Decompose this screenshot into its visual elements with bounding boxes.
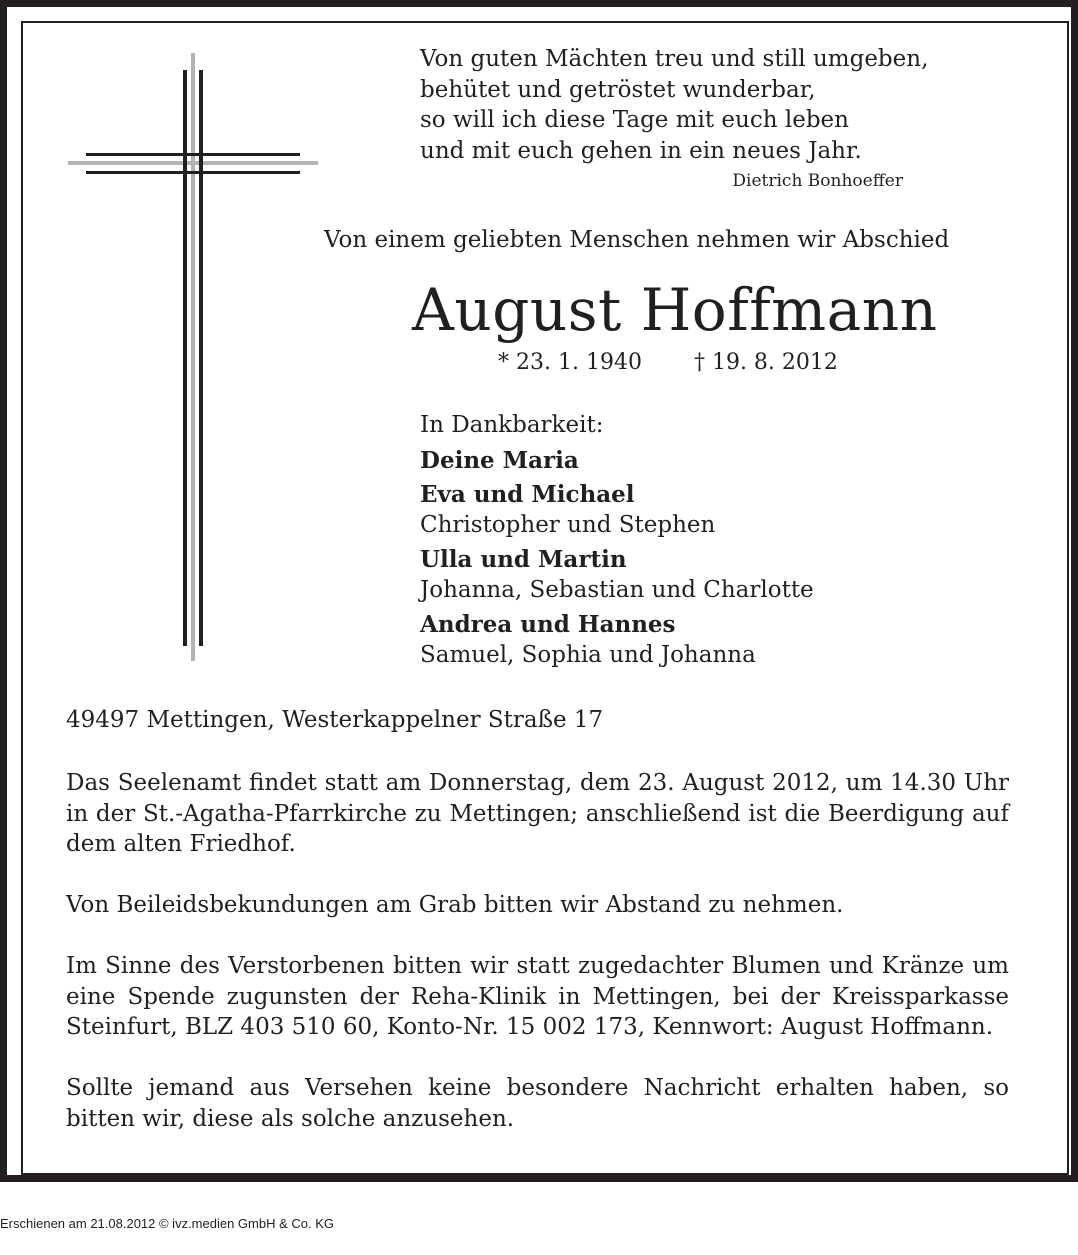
mourner-group-head: Ulla und Martin	[420, 546, 627, 573]
mourner-group-sub: Samuel, Sophia und Johanna	[420, 642, 756, 668]
mourner-group-head: Eva und Michael	[420, 481, 635, 508]
intro-text: Von einem geliebten Menschen nehmen wir Abschied	[324, 227, 950, 253]
funeral-info-paragraph: Das Seelenamt findet statt am Donnerstag, dem 23. August 2012, um 14.30 Uhr in der St.-Agatha-Pfarrkirche zu Mettingen; anschließend ist die Beerdigung auf dem alten Friedhof.	[66, 770, 1009, 857]
death-date: † 19. 8. 2012	[693, 350, 838, 375]
quote-line: behütet und getröstet wunderbar,	[420, 76, 816, 103]
mourner-group-head: Deine Maria	[420, 447, 579, 474]
quote-line: so will ich diese Tage mit euch leben	[420, 107, 849, 133]
life-dates	[498, 350, 838, 375]
mourner-group	[420, 544, 814, 606]
publication-footer: Erschienen am 21.08.2012 © ivz.medien GmbH & Co. KG	[0, 1216, 335, 1231]
quote-author: Dietrich Bonhoeffer	[732, 171, 903, 191]
mourner-group	[420, 479, 814, 541]
mourner-group-head: Andrea und Hannes	[420, 611, 676, 638]
bonhoeffer-quote	[420, 44, 928, 166]
deceased-name: August Hoffmann	[412, 276, 938, 344]
birth-date: * 23. 1. 1940	[498, 350, 642, 375]
notice-paragraph: Sollte jemand aus Versehen keine besondere Nachricht erhalten haben, so bitten wir, diese als solche anzusehen.	[66, 1075, 1009, 1132]
quote-line: und mit euch gehen in ein neues Jahr.	[420, 137, 862, 164]
quote-line: Von guten Mächten treu und still umgeben,	[420, 46, 929, 72]
mourner-group	[420, 609, 814, 671]
mourner-group-sub: Johanna, Sebastian und Charlotte	[420, 577, 814, 603]
mourner-group-sub: Christopher und Stephen	[420, 512, 716, 538]
gratitude-label: In Dankbarkeit:	[420, 412, 604, 438]
mourner-group	[420, 445, 814, 476]
mourners-list	[420, 410, 814, 671]
condolence-paragraph: Von Beileidsbekundungen am Grab bitten wir Abstand zu nehmen.	[66, 892, 844, 918]
cross-icon	[60, 50, 330, 670]
donation-paragraph: Im Sinne des Verstorbenen bitten wir statt zugedachter Blumen und Kränze um eine Spende zugunsten der Reha-Klinik in Mettingen, bei der Kreissparkasse Steinfurt, BLZ 403 510 60, Konto-Nr. 15 002 173, Kennwort: August Hoffmann.	[66, 953, 1009, 1040]
address: 49497 Mettingen, Westerkappelner Straße 17	[66, 707, 604, 733]
